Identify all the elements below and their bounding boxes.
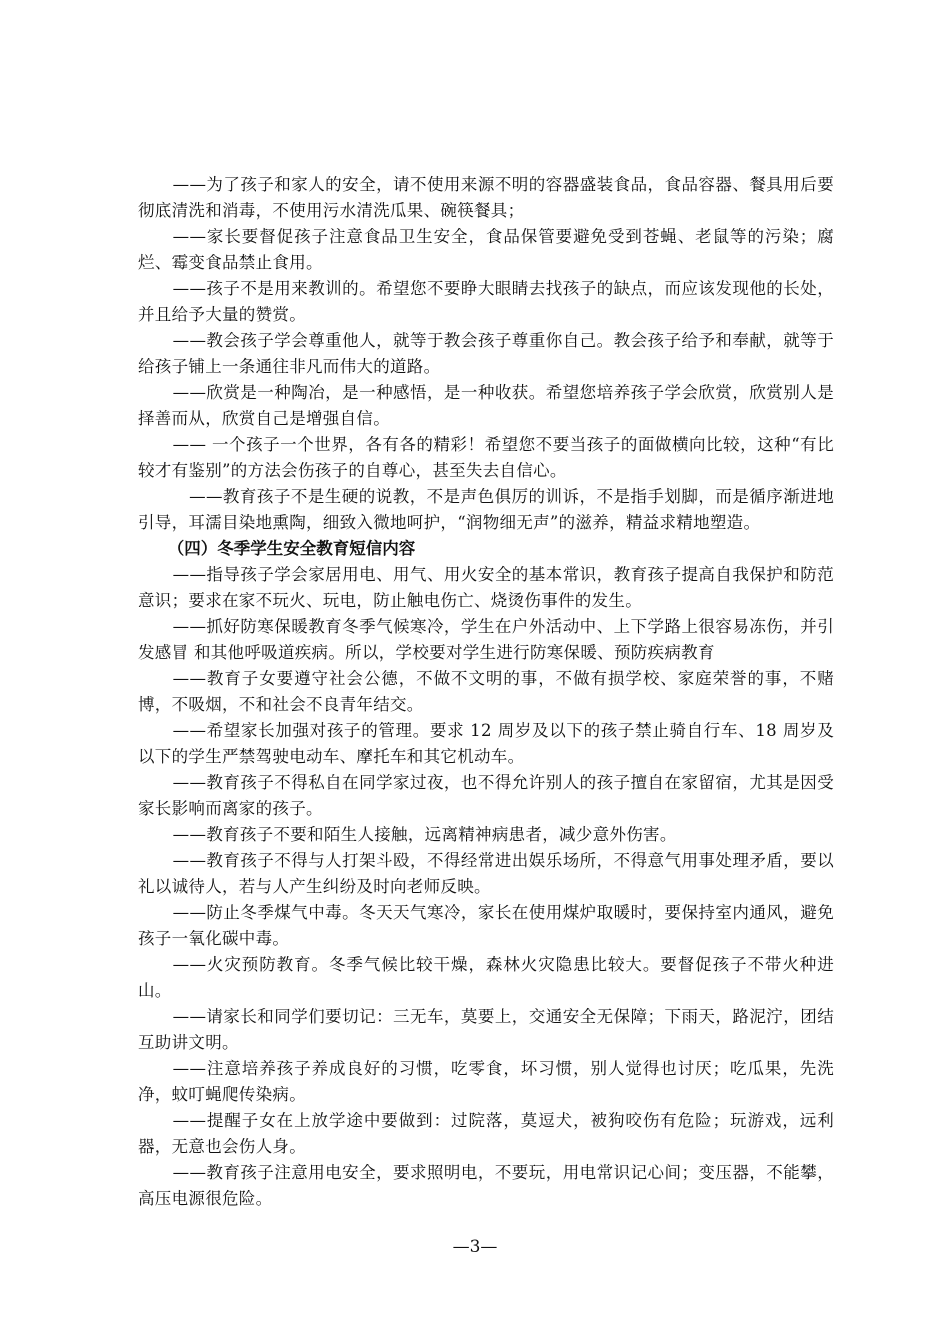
paragraph: ——教育孩子不是生硬的说教，不是声色俱厉的训诉，不是指手划脚，而是循序渐进地引导，耳濡目染地熏陶，细致入微地呵护，“润物细无声”的滋养，精益求精地塑造。 — [138, 487, 834, 532]
paragraph: ——注意培养孩子养成良好的习惯，吃零食，坏习惯，别人觉得也讨厌；吃瓜果，先洗净，蚊叮蝇爬传染病。 — [138, 1059, 834, 1104]
paragraph: ——请家长和同学们要切记：三无车，莫要上，交通安全无保障；下雨天，路泥泞，团结互助讲文明。 — [138, 1007, 834, 1052]
paragraph: ——抓好防寒保暖教育冬季气候寒冷，学生在户外活动中、上下学路上很容易冻伤，并引发感冒 和其他呼吸道疾病。所以，学校要对学生进行防寒保暖、预防疾病教育 — [138, 617, 834, 662]
paragraph: ——孩子不是用来教训的。希望您不要睁大眼睛去找孩子的缺点，而应该发现他的长处，并且给予大量的赞赏。 — [138, 279, 834, 324]
paragraph: ——希望家长加强对孩子的管理。要求 12 周岁及以下的孩子禁止骑自行车、18 周岁及以下的学生严禁驾驶电动车、摩托车和其它机动车。 — [138, 721, 834, 766]
paragraph: ——教育孩子不得私自在同学家过夜，也不得允许别人的孩子擅自在家留宿，尤其是因受家长影响而离家的孩子。 — [138, 773, 834, 818]
paragraph: ——教育孩子不得与人打架斗殴，不得经常进出娱乐场所，不得意气用事处理矛盾，要以礼以诚待人，若与人产生纠纷及时向老师反映。 — [138, 851, 834, 896]
paragraph: ——防止冬季煤气中毒。冬天天气寒冷，家长在使用煤炉取暖时，要保持室内通风，避免孩子一氧化碳中毒。 — [138, 903, 834, 948]
paragraph: ——教会孩子学会尊重他人，就等于教会孩子尊重你自己。教会孩子给予和奉献，就等于给孩子铺上一条通往非凡而伟大的道路。 — [138, 331, 834, 376]
paragraph: ——指导孩子学会家居用电、用气、用火安全的基本常识，教育孩子提高自我保护和防范意识；要求在家不玩火、玩电，防止触电伤亡、烧烫伤事件的发生。 — [138, 565, 834, 610]
paragraph: ——家长要督促孩子注意食品卫生安全，食品保管要避免受到苍蝇、老鼠等的污染；腐烂、霉变食品禁止食用。 — [138, 227, 834, 272]
paragraph: —— 一个孩子一个世界，各有各的精彩！希望您不要当孩子的面做横向比较，这种“有比较才有鉴别”的方法会伤孩子的自尊心，甚至失去自信心。 — [138, 435, 834, 480]
document-body — [138, 172, 834, 1212]
paragraph: ——火灾预防教育。冬季气候比较干燥，森林火灾隐患比较大。要督促孩子不带火种进山。 — [138, 955, 834, 1000]
paragraph: ——教育孩子注意用电安全，要求照明电，不要玩，用电常识记心间；变压器，不能攀，高压电源很危险。 — [138, 1163, 834, 1208]
page-number: —3— — [452, 1237, 498, 1257]
paragraph: ——为了孩子和家人的安全，请不使用来源不明的容器盛装食品，食品容器、餐具用后要彻底清洗和消毒，不使用污水清洗瓜果、碗筷餐具； — [138, 175, 834, 220]
paragraph: ——提醒子女在上放学途中要做到：过院落，莫逗犬，被狗咬伤有危险；玩游戏，远利器，无意也会伤人身。 — [138, 1111, 834, 1156]
section-heading: （四）冬季学生安全教育短信内容 — [167, 539, 416, 558]
paragraph: ——教育子女要遵守社会公德，不做不文明的事，不做有损学校、家庭荣誉的事，不赌博，不吸烟，不和社会不良青年结交。 — [138, 669, 834, 714]
paragraph: ——欣赏是一种陶冶，是一种感悟，是一种收获。希望您培养孩子学会欣赏，欣赏别人是择善而从，欣赏自己是增强自信。 — [138, 383, 834, 428]
paragraph: ——教育孩子不要和陌生人接触，远离精神病患者，减少意外伤害。 — [172, 825, 677, 844]
